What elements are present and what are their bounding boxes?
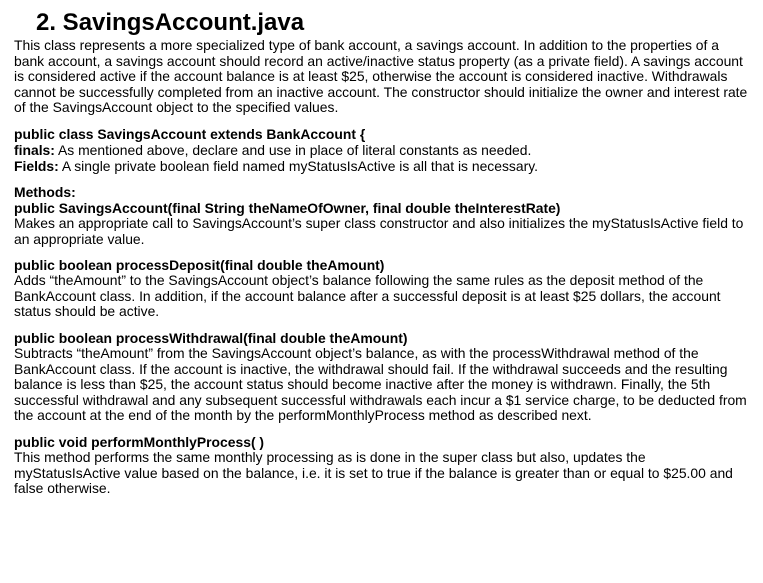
fields-label: Fields: (14, 157, 59, 174)
methods-section (14, 184, 749, 497)
methods-heading: Methods: (14, 183, 76, 200)
intro-paragraph: This class represents a more specialized type of bank account, a savings account. In addition to the properties of a bank account, a savings account should record an active/inactive status property (as a private field). A savings account is considered active if the account balance is at least $25, otherwise the account is considered inactive. Withdrawals cannot be successfully completed from an inactive account. The constructor should initialize the owner and interest rate of the SavingsAccount object to the specified values. (14, 37, 748, 116)
method-description: This method performs the same monthly processing as is done in the super class but also, updates the myStatusIsActive value based on the balance, i.e. it is set to true if the balance is greater than or equal to $25.00 and false otherwise. (14, 448, 733, 497)
class-summary (14, 126, 749, 174)
method-signature: public boolean processDeposit(final double theAmount) (14, 257, 385, 274)
method-constructor (14, 200, 749, 247)
page-title: 2. SavingsAccount.java (36, 9, 305, 36)
fields-text: A single private boolean field named myStatusIsActive is all that is necessary. (58, 157, 538, 174)
finals-label: finals: (14, 141, 55, 158)
method-description: Makes an appropriate call to SavingsAccount’s super class constructor and also initializes the myStatusIsActive field to an appropriate value. (14, 214, 744, 247)
method-process-withdrawal (14, 330, 749, 424)
method-perform-monthly-process (14, 434, 749, 497)
class-declaration: public class SavingsAccount extends BankAccount { (14, 125, 366, 142)
method-description: Subtracts “theAmount” from the SavingsAccount object’s balance, as with the processWithdrawal method of the BankAccount class. If the account is inactive, the withdrawal should fail. If the withdrawal succeeds and the resulting balance is less than $25, the account status should become inactive after the money is withdrawn. Finally, the 5th successful withdrawal and any subsequent successful withdrawals each incur a $1 service charge, to be deducted from the account at the end of the month by the performMonthlyProcess method as described next. (14, 344, 747, 424)
method-description: Adds “theAmount” to the SavingsAccount object’s balance following the same rules as the deposit method of the BankAccount class. In addition, if the account balance after a successful deposit is at least $25 dollars, the account status should be active. (14, 272, 721, 320)
method-process-deposit (14, 257, 749, 320)
finals-text: As mentioned above, declare and use in place of literal constants as needed. (54, 141, 532, 158)
method-signature: public void performMonthlyProcess( ) (14, 433, 265, 450)
method-signature: public boolean processWithdrawal(final double theAmount) (14, 329, 408, 346)
method-signature: public SavingsAccount(final String theNameOfOwner, final double theInterestRate) (14, 199, 561, 216)
finals-line (14, 142, 749, 158)
fields-line (14, 158, 749, 174)
